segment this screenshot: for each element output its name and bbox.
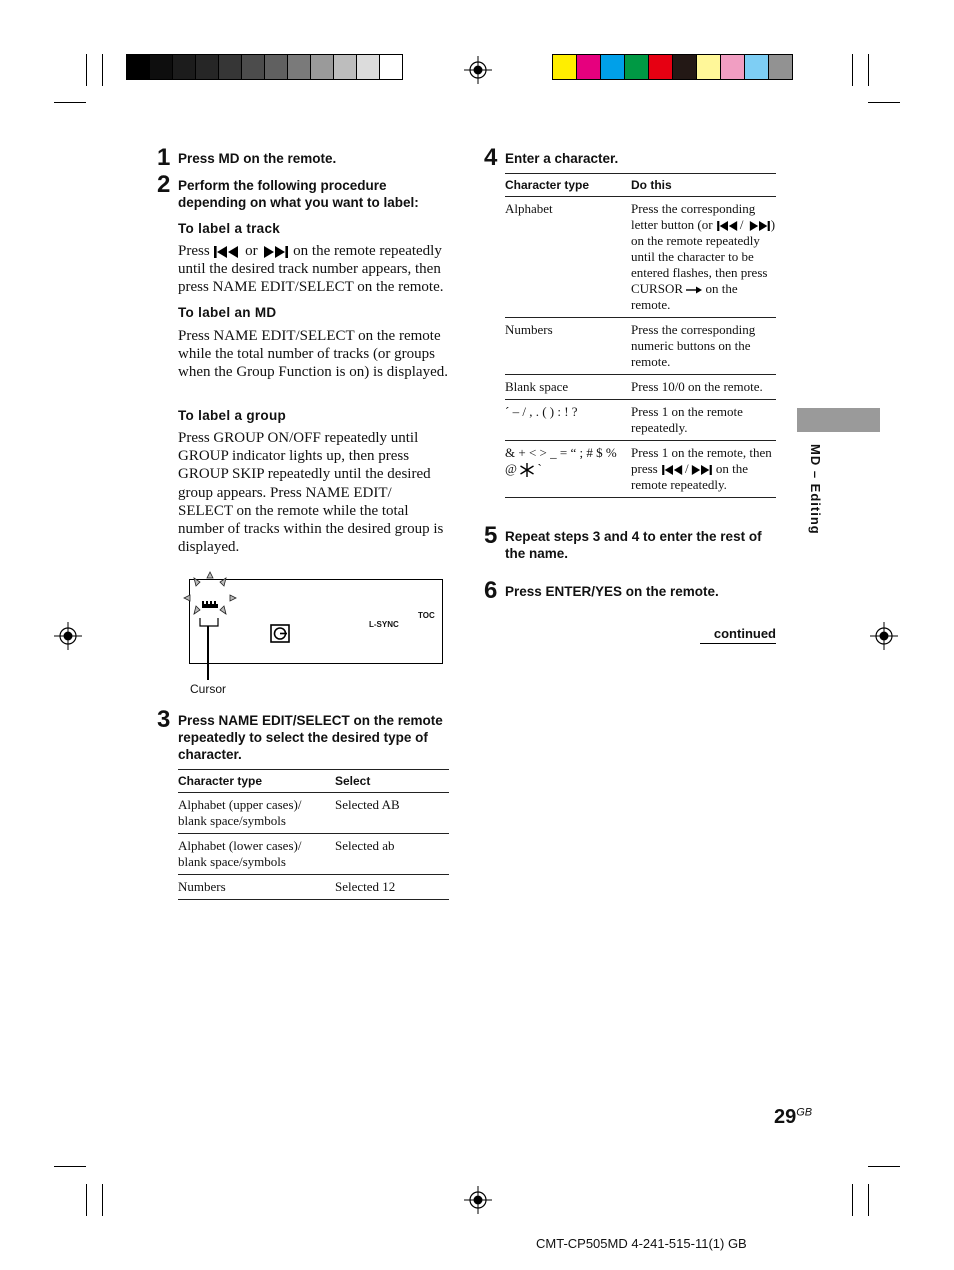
color-swatch bbox=[720, 55, 744, 79]
table-cell: Blank space bbox=[505, 375, 631, 400]
table-cell: Numbers bbox=[178, 875, 335, 900]
table-header: Character type bbox=[178, 770, 335, 793]
step-2-text: Perform the following procedure depending on what you want to label: bbox=[178, 178, 419, 210]
page-suffix: GB bbox=[796, 1106, 813, 1119]
previous-track-icon bbox=[716, 221, 740, 231]
previous-track-icon bbox=[661, 465, 685, 475]
table-cell: Alphabet bbox=[505, 197, 631, 318]
track-paragraph: Press or on the remote repeatedly until the desired track number appears, then press NAME EDIT/SELECT on the remote. bbox=[178, 243, 444, 296]
gray-swatch bbox=[264, 55, 287, 79]
disc-indicator-icon bbox=[270, 624, 290, 643]
color-swatch bbox=[624, 55, 648, 79]
table-row bbox=[505, 318, 776, 375]
step-4-number: 4 bbox=[484, 144, 498, 171]
table-header-row bbox=[178, 770, 449, 793]
table-header: Select bbox=[335, 770, 449, 793]
table-header: Do this bbox=[631, 174, 776, 197]
table-cell: ´ – / , . ( ) : ! ? bbox=[505, 400, 631, 441]
table-row bbox=[505, 375, 776, 400]
group-subheading: To label a group bbox=[178, 408, 287, 423]
gray-swatch bbox=[356, 55, 379, 79]
model-footer: CMT-CP505MD 4-241-515-11(1) GB bbox=[536, 1236, 747, 1251]
step-5-number: 5 bbox=[484, 522, 498, 549]
next-track-icon bbox=[689, 465, 713, 475]
step-5-text: Repeat steps 3 and 4 to enter the rest of the name. bbox=[505, 529, 762, 561]
page-number: $29^{GB}$ bbox=[774, 1106, 813, 1128]
color-swatch bbox=[553, 55, 576, 79]
gray-swatch bbox=[333, 55, 356, 79]
table-cell: Press 1 on the remote, then press / on the remote repeatedly. bbox=[631, 441, 776, 498]
section-side-label: MD – Editing bbox=[808, 444, 823, 535]
lsync-indicator: L-SYNC bbox=[369, 620, 399, 629]
gray-swatch bbox=[127, 55, 149, 79]
color-swatch bbox=[672, 55, 696, 79]
continued-label: continued bbox=[700, 626, 776, 644]
registration-target-icon bbox=[464, 1186, 492, 1214]
table-row bbox=[505, 441, 776, 498]
toc-indicator: TOC bbox=[418, 611, 435, 620]
table-cell: Selected ab bbox=[335, 834, 449, 875]
section-tab bbox=[797, 408, 880, 432]
enter-character-table bbox=[505, 173, 776, 498]
table-cell: Alphabet (upper cases)/ blank space/symbols bbox=[178, 793, 335, 834]
gray-swatch bbox=[379, 55, 402, 79]
gray-swatch bbox=[241, 55, 264, 79]
next-track-icon bbox=[261, 246, 289, 258]
step-6-number: 6 bbox=[484, 577, 498, 604]
step-4-text: Enter a character. bbox=[505, 151, 619, 166]
grayscale-calibration-bar bbox=[126, 54, 403, 80]
table-cell: Press 1 on the remote repeatedly. bbox=[631, 400, 776, 441]
table-cell: Numbers bbox=[505, 318, 631, 375]
color-calibration-bar bbox=[552, 54, 793, 80]
color-swatch bbox=[768, 55, 792, 79]
table-cell: & + < > _ = “ ; # $ % @ ` bbox=[505, 441, 631, 498]
table-row bbox=[178, 793, 449, 834]
table-row bbox=[505, 197, 776, 318]
gray-swatch bbox=[310, 55, 333, 79]
md-paragraph: Press NAME EDIT/SELECT on the remote while the total number of tracks (or groups when the Group Function is on) is displayed. bbox=[178, 328, 448, 381]
step-3-number: 3 bbox=[157, 706, 171, 733]
step-1-number: 1 bbox=[157, 144, 171, 171]
blinking-cursor-icon bbox=[180, 570, 240, 630]
cursor-caption: Cursor bbox=[190, 682, 227, 696]
table-header-row bbox=[505, 174, 776, 197]
table-cell: Alphabet (lower cases)/ blank space/symbols bbox=[178, 834, 335, 875]
registration-target-icon bbox=[54, 622, 82, 650]
gray-swatch bbox=[172, 55, 195, 79]
step-3-text: Press NAME EDIT/SELECT on the remote repeatedly to select the desired type of character. bbox=[178, 713, 443, 762]
previous-track-icon bbox=[213, 246, 241, 258]
select-character-table bbox=[178, 769, 449, 900]
next-track-icon bbox=[747, 221, 771, 231]
color-swatch bbox=[648, 55, 672, 79]
md-subheading: To label an MD bbox=[178, 305, 277, 320]
table-row bbox=[505, 400, 776, 441]
table-cell: Press 10/0 on the remote. bbox=[631, 375, 776, 400]
asterisk-icon bbox=[520, 463, 534, 477]
right-arrow-icon bbox=[686, 286, 702, 294]
step-1-text: Press MD on the remote. bbox=[178, 151, 337, 166]
gray-swatch bbox=[287, 55, 310, 79]
table-cell: Selected AB bbox=[335, 793, 449, 834]
gray-swatch bbox=[218, 55, 241, 79]
table-cell: Selected 12 bbox=[335, 875, 449, 900]
table-header: Character type bbox=[505, 174, 631, 197]
registration-target-icon bbox=[464, 56, 492, 84]
color-swatch bbox=[744, 55, 768, 79]
registration-target-icon bbox=[870, 622, 898, 650]
table-cell: Press the corresponding letter button (or / ) on the remote repeatedly until the character to be entered flashes, then press CURSOR on the remote. bbox=[631, 197, 776, 318]
group-paragraph: Press GROUP ON/OFF repeatedly until GROUP indicator lights up, then press GROUP SKIP repeatedly until the desired group appears. Press NAME EDIT/ SELECT on the remote while the total number of tracks within the desired group is displayed. bbox=[178, 430, 444, 556]
cursor-leader-line bbox=[207, 626, 209, 680]
color-swatch bbox=[600, 55, 624, 79]
step-6-text: Press ENTER/YES on the remote. bbox=[505, 584, 719, 599]
step-2-number: 2 bbox=[157, 171, 171, 198]
color-swatch bbox=[576, 55, 600, 79]
color-swatch bbox=[696, 55, 720, 79]
track-subheading: To label a track bbox=[178, 221, 281, 236]
table-cell: Press the corresponding numeric buttons on the remote. bbox=[631, 318, 776, 375]
table-row bbox=[178, 875, 449, 900]
gray-swatch bbox=[195, 55, 218, 79]
table-row bbox=[178, 834, 449, 875]
gray-swatch bbox=[149, 55, 172, 79]
